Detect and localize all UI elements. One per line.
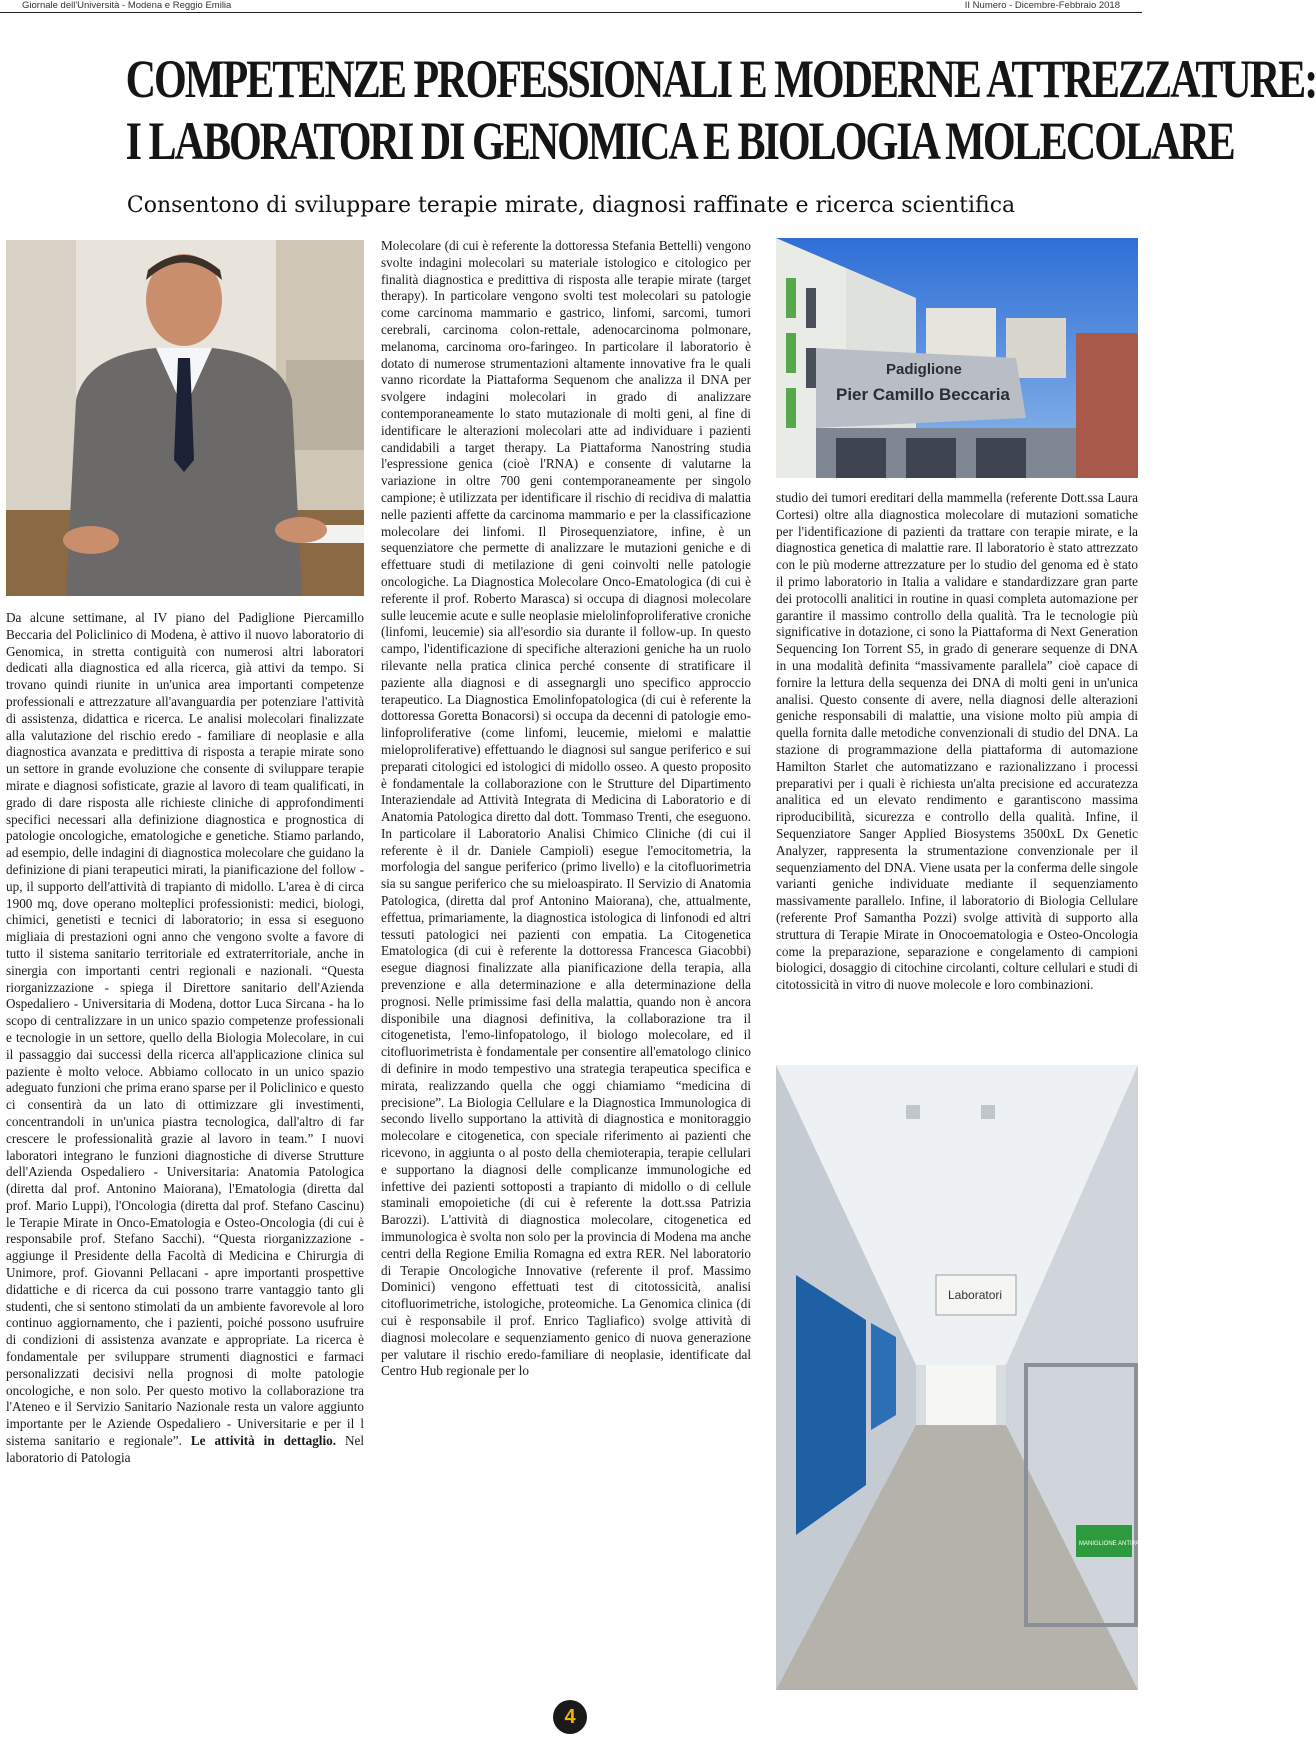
article-col2-text: Molecolare (di cui è referente la dottoressa Stefania Bettelli) vengono svolte indagini molecolari su materiale istologico e citologico per finalità diagnostica e predittiva di risposta alle terapie mirate (target therapy). In particolare vengono svolti test molecolari su patologie come carcinoma mammario e gastrico, linfomi, sarcomi, tumori cerebrali, carcinoma colon-rettale, adenocarcinoma polmonare, melanoma, carcinoma oro-faringeo. In particolare il laboratorio è dotato di numerose strumentazioni altamente innovative fra le quali vanno ricordate la Piattaforma Sequenom che analizza il DNA per svolgere indagini molecolari in grado di analizzare contemporaneamente lo stato mutazionale di molti geni, al fine di identificare le alterazioni molecolari atte ad individuare i pazienti candidabili a target therapy. La Piattaforma Nanostring studia l'espressione genica (cioè l'RNA) e consente di valutarne la variazione in oltre 700 geni contemporaneamente per singolo campione; è utilizzata per identificare il rischio di recidiva di malattia nelle pazienti affette da carcinoma mammario e per la classificazione molecolare dei linfomi. Il Pirosequenziatore, infine, è un sequenziatore che permette di analizzare le mutazioni geniche e di effettuare studi di metilazione di geni coinvolti nelle patologie oncologiche. La Diagnostica Molecolare Onco-Ematologica (di cui è referente il prof. Roberto Marasca) si occupa di diagnosi molecolare sulle leucemie acute e sulle neoplasie mielolinfoproliferative croniche (linfomi, leucemie) sia all'esordio sia durante il follow-up. In questo campo, l'identificazione di specifiche alterazioni geniche ha un ruolo rilevante nella pratica clinica perché consente di stratificare il paziente alla diagnosi e di assegnargli uno specifico approccio terapeutico. La Diagnostica Emolinfopatologica (di cui è referente la dottoressa Goretta Bonacorsi) si occupa da decenni di patologie emo-linfoproliferative (come linfomi, leucemie, mielomi e malattie mieloproliferative) effettuando le diagnosi sul sangue periferico e sui preparati citologici ed istologici di midollo osseo. A questo proposito è fondamentale la collaborazione con le Strutture del Dipartimento Interaziendale ad Attività Integrata di Medicina di Laboratorio e di Anatomia Patologica diretto dal dott. Tommaso Trenti, che eseguono. In particolare il Laboratorio Analisi Chimico Cliniche (di cui il referente è il dr. Daniele Campioli) esegue l'emocitometria, la morfologia del sangue periferico (primo livello) e la citofluorimetria sia su sangue periferico che su mieloaspirato. Il Servizio di Anatomia Patologica, (diretta dal prof Antonino Maiorana), che, attualmente, effettua, primariamente, la diagnostica istologica di linfonodi ed altri tessuti patologici nei pazienti con empatia. La Citogenetica Ematologica (di cui è referente la dottoressa Francesca Giacobbi) esegue diagnosi finalizzate alla pianificazione della terapia, alla prevenzione e alla determinazione e alla determinazione della prognosi. Nelle primissime fasi della malattia, quando non è ancora disponibile una diagnosi definitiva, la collaborazione tra il citogenetista, l'emo-linfopatologo, il biologo molecolare, ed il citofluorimetrista è fondamentale per consentire all'ematologo clinico di definire in modo tempestivo una strategia terapeutica specifica e mirata, realizzando quella che oggi chiamiamo “medicina di precisione”. La Biologia Cellulare e la Diagnostica Immunologica di secondo livello supportano la attività di diagnostica e monitoraggio molecolare e citogenetica, con speciale riferimento ai pazienti che ricevono, in aggiunta o al posto della chemioterapia, terapie cellulari e supportano la diagnosi delle complicanze immunologiche ed infettive dei pazienti sottoposti a trapianto di midollo o di cellule staminali emopoietiche (di cui è referente la dott.ssa Patrizia Barozzi). L'attività di diagnostica molecolare, citogenetica ed immunologica è svolta non solo per la provincia di Modena ma anche centri della Regione Emilia Romagna ed extra RER. Nel laboratorio di Terapie Oncologiche Innovative (referente il prof. Massimo Dominici) vengono effettuati test di citotossicità, analisi citofluorimetriche, istologiche, proteomiche. La Genomica clinica (di cui è responsabile il prof. Enrico Tagliafico) svolge attività di diagnosi molecolare e sequenziamento genico di nuova generazione per valutare il rischio eredo-familiare di neoplasie, identificate dal Centro Hub regionale per lo — [381, 238, 751, 1379]
article-col1-tail: Nel laboratorio di Patologia — [6, 1433, 365, 1465]
article-col1-text: Da alcune settimane, al IV piano del Padiglione Piercamillo Beccaria del Policlinico di Modena, è attivo il nuovo laboratorio di Genomica, in stretta contiguità con numerosi altri laboratori dedicati alla diagnostica ed alla ricerca, già attivi da tempo. Si trovano quindi riunite in un'unica area importanti competenze professionali e attrezzature all'avanguardia per potenziare l'attività di assistenza, didattica e ricerca. Le analisi molecolari finalizzate alla valutazione del rischio eredo - familiare di neoplasie e alla diagnostica avanzata e predittiva di risposta a terapie mirate sono un settore in grande evoluzione che consente di sviluppare terapie mirate e diagnosi sofisticate, grazie al lavoro di team qualificati, in grado di dare risposta alle richieste cliniche di approfondimenti specifici necessari alla definizione diagnostica e prognostica di patologie oncologiche, ematologiche e genetiche. Stiamo parlando, ad esempio, delle indagini di diagnostica molecolare che guidano la definizione di piani terapeutici mirati, la pianificazione del follow - up, il supporto dell'attività di trapianto di midollo. L'area è di circa 1900 mq, dove operano molteplici professionisti: medici, biologi, chimici, genetisti e tecnici di laboratorio; in essa si eseguono migliaia di prestazioni ogni anno che vengono svolte a favore di tutto il sistema sanitario territoriale ed extraterritoriale, anche in sinergia con importanti centri regionali e nazionali. “Questa riorganizzazione - spiega il Direttore sanitario dell'Azienda Ospedaliero - Universitaria di Modena, dottor Luca Sircana - ha lo scopo di centralizzare in un unico spazio competenze professionali e tecnologie in un settore, quello della Biologia Molecolare, in cui il passaggio dai successi della ricerca all'applicazione clinica sul paziente è molto veloce. Abbiamo collocato in un unico spazio adeguato funzioni che prima erano sparse per il Policlinico e questo ci consentirà da un lato di ottimizzare gli investimenti, concentrandoli in un'unica piastra tecnologica, dall'altro di far crescere le professionalità grazie al lavoro in team.” I nuovi laboratori integrano le funzioni diagnostiche di diverse Strutture dell'Azienda Ospedaliero - Universitaria: Anatomia Patologica (diretta dal prof. Antonino Maiorana), l'Ematologia (diretta dal prof. Mario Luppi), l'Oncologia (diretta dal prof. Stefano Cascinu) le Terapie Mirate in Onco-Ematologia e Osteo-Oncologia (di cui è responsabile prof. Stefano Sacchi). “Questa riorganizzazione - aggiunge il Presidente della Facoltà di Medicina e Chirurgia di Unimore, prof. Giovanni Pellacani - apre importanti prospettive didattiche e di ricerca da cui possono trarre vantaggio tanto gli studenti, che si sentono stimolati da un ambiente favorevole al loro continuo aggiornamento, che i pazienti, poiché possono usufruire di condizioni di assistenza avanzate e appropriate. La ricerca è fondamentale per sviluppare strumenti diagnostici e farmaci personalizzati decisivi nella prognosi di molte patologie oncologiche, e non solo. Per questo motivo la collaborazione tra l'Ateneo e il Servizio Sanitario Nazionale resta un valore aggiunto importante per le Aziende Ospedaliero - Universitarie e per il l sistema sanitario e regionale”. — [6, 610, 364, 1449]
article-column-2 — [381, 238, 751, 1690]
section-lead: Le attività in dettaglio. — [190, 1433, 337, 1449]
subtitle: Consentono di sviluppare terapie mirate, diagnosi raffinate e ricerca scientifica — [126, 193, 1016, 218]
article-column-3 — [776, 490, 1138, 1050]
journal-name: Giornale dell'Università - Modena e Reggio Emilia — [22, 0, 232, 11]
portrait-photo — [6, 240, 364, 596]
article-col3-text: studio dei tumori ereditari della mammella (referente Dott.ssa Laura Cortesi) oltre alla diagnostica molecolare di mutazioni somatiche per l'identificazione di pazienti da trattare con terapie mirate, e la diagnostica genetica di malattie rare. Il laboratorio è stato attrezzato con le più moderne attrezzature per lo studio del genoma ed è stato il primo laboratorio in Italia a validare e standardizzare gran parte dei protocolli analitici in routine in quasi completa automazione per garantire il massimo controllo della qualità. Tra le tecnologie più significative in dotazione, ci sono la Piattaforma di Next Generation Sequencing Ion Torrent S5, in grado di generare sequenze di DNA in una modalità definita “massivamente parallela” cioè capace di fornire la lettura della sequenza dei DNA di molti geni in un'unica analisi. Questo consente di avere, nella diagnosi delle alterazioni geniche responsabili di malattie, una visione molto più ampia di quella fornita dalle metodiche convenzionali di studio del DNA. La stazione di programmazione della piattaforma di automazione Hamilton Starlet che automatizzano e razionalizzano i processi preparativi per i quali è richiesta un'alta precisione ed accuratezza analitica ed un elevato rendimento e garantiscono massima riproducibilità, sicurezza e controllo della qualità. Infine, il Sequenziatore Sanger Applied Biosystems 3500xL Dx Genetic Analyzer, rappresenta la strumentazione convenzionale per il sequenziamento del DNA. Viene usata per la conferma delle singole varianti geniche individuate mediante il sequenziamento massivamente parallelo. Infine, il laboratorio di Biologia Cellulare (referente Prof Samantha Pozzi) svolge attività di supporto alla struttura di Terapie Mirate in Onocoematologia e Osteo-Oncologia come la preparazione, separazione e congelamento di campioni biologici, dosaggio di citochine circolanti, colture cellulari e studi di citotossicità in vitro di nuove molecole e loro combinazioni. — [776, 490, 1138, 993]
building-sign-line-2: Pier Camillo Beccaria — [836, 385, 1010, 404]
headline-line-1: COMPETENZE PROFESSIONALI E MODERNE ATTREZZATURE: — [125, 49, 1316, 109]
corridor-photo — [776, 1065, 1155, 1690]
corridor-green-sign: MANIGLIONE ANTIPANICO — [1079, 1541, 1155, 1547]
article-column-1 — [6, 610, 364, 1690]
headline-line-2: I LABORATORI DI GENOMICA E BIOLOGIA MOLECOLARE — [125, 111, 1234, 171]
headline — [125, 48, 1316, 172]
page-header — [0, 0, 1142, 13]
corridor-sign: Laboratori — [948, 1288, 1003, 1302]
issue-info: II Numero - Dicembre-Febbraio 2018 — [964, 0, 1120, 11]
building-photo — [776, 238, 1138, 478]
building-sign-line-1: Padiglione — [886, 361, 962, 378]
page-number: 4 — [553, 1700, 587, 1734]
